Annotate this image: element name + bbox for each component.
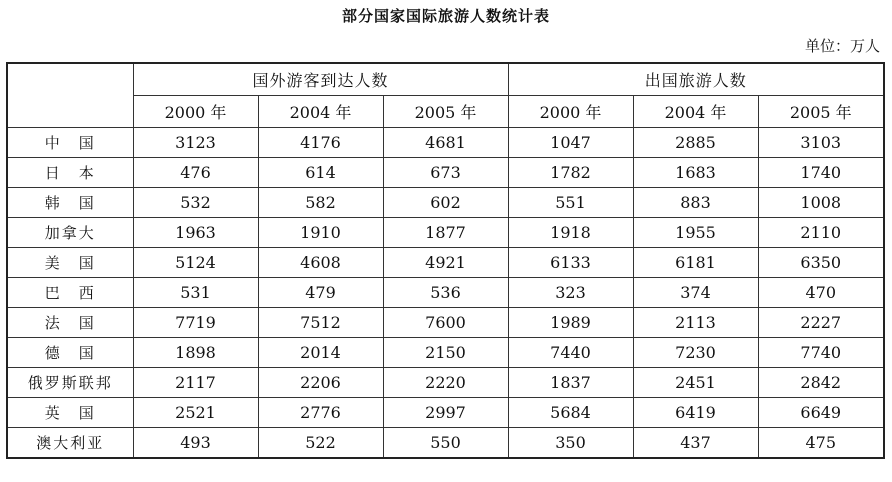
value-cell: 1782: [508, 158, 633, 188]
value-cell: 1877: [383, 218, 508, 248]
value-cell: 7230: [633, 338, 758, 368]
value-cell: 582: [258, 188, 383, 218]
table-row: [7, 368, 884, 398]
value-cell: 3103: [758, 128, 884, 158]
table-row: [7, 338, 884, 368]
value-cell: 532: [133, 188, 258, 218]
table-row: [7, 308, 884, 338]
value-cell: 531: [133, 278, 258, 308]
value-cell: 6133: [508, 248, 633, 278]
value-cell: 2110: [758, 218, 884, 248]
value-cell: 2117: [133, 368, 258, 398]
table-body: [7, 128, 884, 459]
year-header: 2000 年: [133, 96, 258, 128]
year-header: 2004 年: [258, 96, 383, 128]
value-cell: 493: [133, 428, 258, 459]
value-cell: 2227: [758, 308, 884, 338]
value-cell: 4921: [383, 248, 508, 278]
value-cell: 2150: [383, 338, 508, 368]
country-cell: 德 国: [7, 338, 133, 368]
value-cell: 6350: [758, 248, 884, 278]
value-cell: 475: [758, 428, 884, 459]
value-cell: 7600: [383, 308, 508, 338]
value-cell: 4681: [383, 128, 508, 158]
value-cell: 7512: [258, 308, 383, 338]
country-cell: 美 国: [7, 248, 133, 278]
unit-label: 单位：万人: [804, 37, 880, 55]
value-cell: 5684: [508, 398, 633, 428]
country-cell: 加拿大: [7, 218, 133, 248]
country-cell: 中 国: [7, 128, 133, 158]
country-cell: 英 国: [7, 398, 133, 428]
value-cell: 2842: [758, 368, 884, 398]
country-cell: 巴 西: [7, 278, 133, 308]
value-cell: 2451: [633, 368, 758, 398]
value-cell: 1008: [758, 188, 884, 218]
value-cell: 323: [508, 278, 633, 308]
value-cell: 476: [133, 158, 258, 188]
value-cell: 1955: [633, 218, 758, 248]
value-cell: 6649: [758, 398, 884, 428]
year-header: 2005 年: [758, 96, 884, 128]
value-cell: 602: [383, 188, 508, 218]
group-header-inbound: 国外游客到达人数: [133, 63, 508, 96]
year-header: 2004 年: [633, 96, 758, 128]
value-cell: 1047: [508, 128, 633, 158]
value-cell: 2776: [258, 398, 383, 428]
table-title: 部分国家国际旅游人数统计表: [341, 7, 550, 25]
value-cell: 2521: [133, 398, 258, 428]
country-cell: 法 国: [7, 308, 133, 338]
value-cell: 7740: [758, 338, 884, 368]
country-cell: 澳大利亚: [7, 428, 133, 459]
value-cell: 6419: [633, 398, 758, 428]
value-cell: 614: [258, 158, 383, 188]
table-row: [7, 128, 884, 158]
year-header: 2005 年: [383, 96, 508, 128]
value-cell: 479: [258, 278, 383, 308]
value-cell: 1898: [133, 338, 258, 368]
year-header: 2000 年: [508, 96, 633, 128]
value-cell: 2113: [633, 308, 758, 338]
value-cell: 1963: [133, 218, 258, 248]
country-cell: 韩 国: [7, 188, 133, 218]
value-cell: 4176: [258, 128, 383, 158]
table-row: [7, 158, 884, 188]
corner-cell: [7, 63, 133, 128]
value-cell: 2997: [383, 398, 508, 428]
value-cell: 1683: [633, 158, 758, 188]
value-cell: 470: [758, 278, 884, 308]
value-cell: 1837: [508, 368, 633, 398]
table-row: [7, 188, 884, 218]
value-cell: 1989: [508, 308, 633, 338]
value-cell: 673: [383, 158, 508, 188]
value-cell: 536: [383, 278, 508, 308]
table-row: [7, 398, 884, 428]
tourism-table: [6, 62, 885, 459]
value-cell: 1740: [758, 158, 884, 188]
group-header-outbound: 出国旅游人数: [508, 63, 884, 96]
country-cell: 俄罗斯联邦: [7, 368, 133, 398]
value-cell: 7440: [508, 338, 633, 368]
value-cell: 437: [633, 428, 758, 459]
value-cell: 2014: [258, 338, 383, 368]
value-cell: 883: [633, 188, 758, 218]
value-cell: 1918: [508, 218, 633, 248]
table-row: [7, 278, 884, 308]
value-cell: 7719: [133, 308, 258, 338]
value-cell: 2206: [258, 368, 383, 398]
table-row: [7, 248, 884, 278]
value-cell: 374: [633, 278, 758, 308]
value-cell: 522: [258, 428, 383, 459]
value-cell: 5124: [133, 248, 258, 278]
value-cell: 550: [383, 428, 508, 459]
value-cell: 4608: [258, 248, 383, 278]
value-cell: 3123: [133, 128, 258, 158]
value-cell: 350: [508, 428, 633, 459]
value-cell: 2885: [633, 128, 758, 158]
value-cell: 2220: [383, 368, 508, 398]
value-cell: 6181: [633, 248, 758, 278]
table-row: [7, 428, 884, 459]
country-cell: 日 本: [7, 158, 133, 188]
group-header-row: [7, 63, 884, 96]
value-cell: 551: [508, 188, 633, 218]
table-row: [7, 218, 884, 248]
year-header-row: [7, 96, 884, 128]
value-cell: 1910: [258, 218, 383, 248]
